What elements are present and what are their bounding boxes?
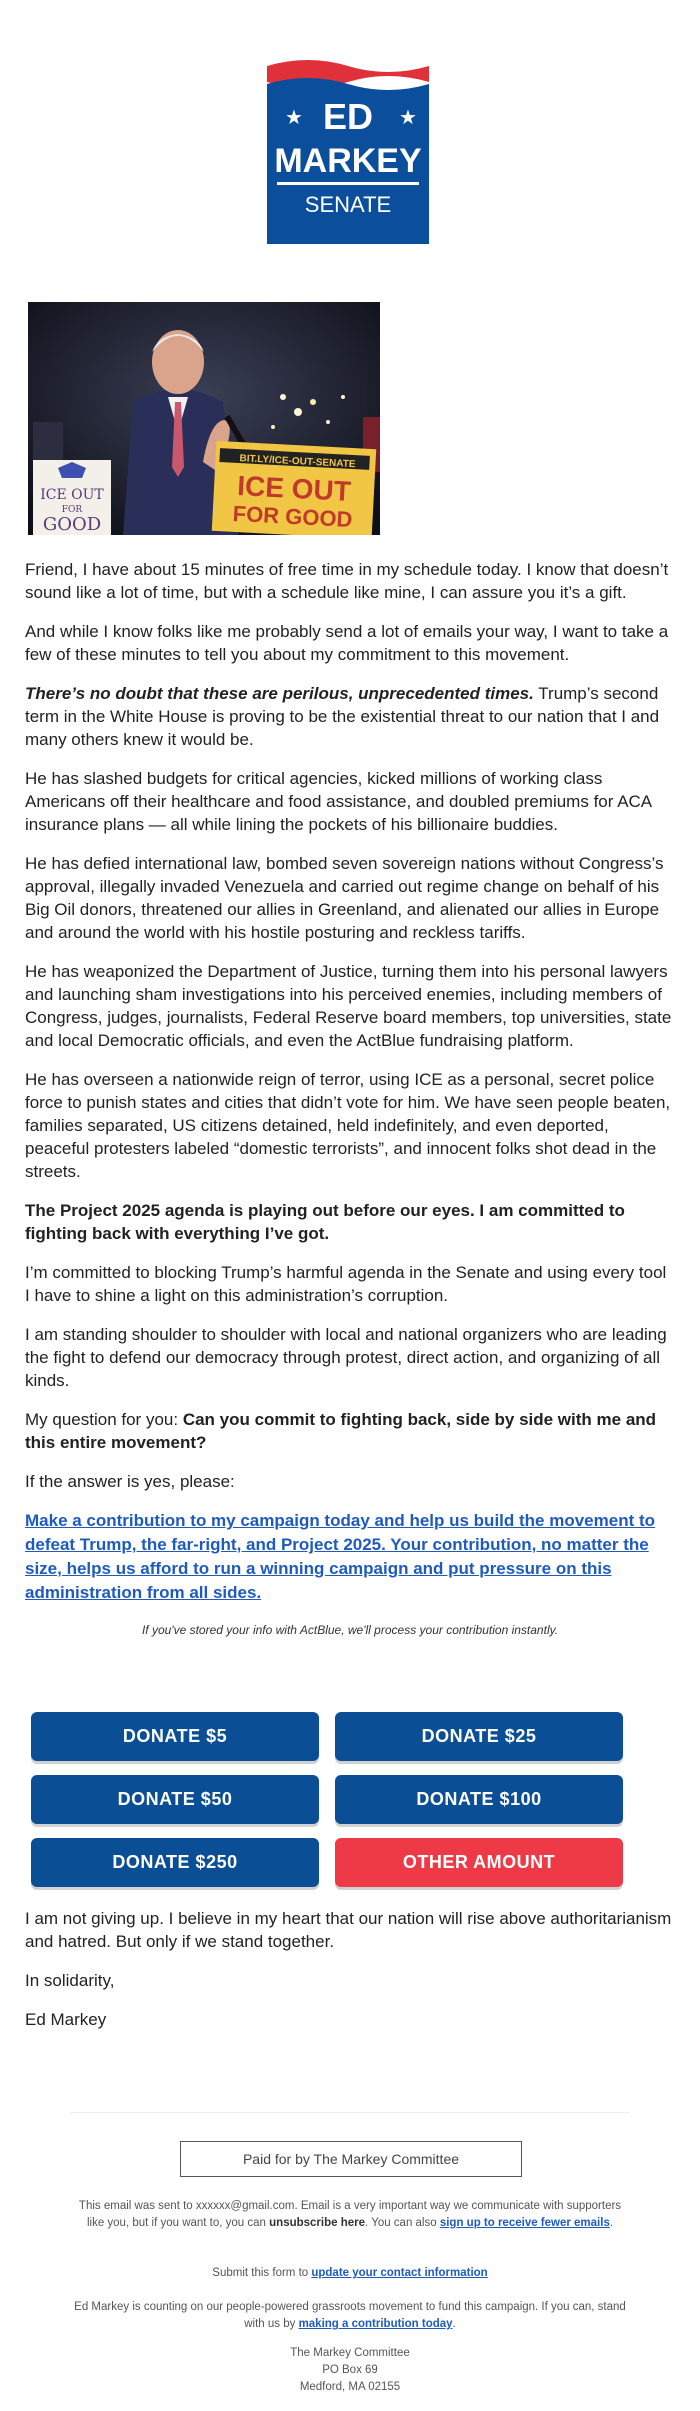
paragraph: If the answer is yes, please: [25, 1472, 235, 1491]
donate-buttons [0, 1712, 700, 1892]
paragraph-bold: The Project 2025 agenda is playing out before our eyes. I am committed to fighting back with everything I’ve got. [25, 1201, 625, 1243]
left-sign-text3: GOOD [42, 514, 102, 535]
paid-for-box: Paid for by The Markey Committee [180, 2141, 522, 2177]
address-line: PO Box 69 [322, 2364, 378, 2376]
address-line: Medford, MA 02155 [299, 2381, 401, 2393]
unsubscribe-link[interactable]: unsubscribe here [269, 2217, 366, 2229]
update-contact-link[interactable]: update your contact information [311, 2267, 488, 2279]
footer-sent-to [70, 2198, 630, 2232]
donate-25-button[interactable]: DONATE $25 [335, 1712, 623, 1761]
paragraph: And while I know folks like me probably send a lot of emails your way, I want to take a few of these minutes to tell you about my commitment to this movement. [25, 622, 669, 664]
paragraph [25, 1408, 675, 1454]
footer-update [70, 2265, 630, 2282]
paragraph: He has overseen a nationwide reign of terror, using ICE as a personal, secret police force to punish states and cities that didn’t vote for him. We have seen people beaten, families separated, US citizens detained, held indefinitely, and even deported, peaceful protesters labeled “domestic terrorists”, and innocent folks shot dead in the streets. [25, 1070, 671, 1181]
emphasis-text: There’s no doubt that these are perilous, unprecedented times. [25, 684, 534, 703]
paragraph: I am standing shoulder to shoulder with local and national organizers who are leading the fight to defend our democracy through protest, direct action, and organizing of all kinds. [25, 1325, 667, 1390]
star-right-icon: ★ [399, 107, 417, 129]
footer-text: . [609, 2217, 614, 2229]
markey-senate-logo [263, 56, 433, 246]
signoff: In solidarity, [25, 1971, 115, 1990]
paragraph: He has slashed budgets for critical agencies, kicked millions of working class Americans off their healthcare and food assistance, and doubled premiums for ACA insurance plans — all while lining the pockets of his billionaire buddies. [25, 769, 652, 834]
left-sign-text2: FOR [61, 505, 83, 515]
footer-text: . Email is a very important way we communicate with supporters like you, but if you want to, you can [86, 2200, 622, 2229]
paragraph: He has defied international law, bombed seven sovereign nations without Congress’s approval, illegally invaded Venezuela and carried out regime change on behalf of his Big Oil donors, threatened our allies in Greenland, and alienated our allies in Europe and around the world with his hostile posturing and reckless tariffs. [25, 854, 664, 942]
logo-senate: SENATE [304, 192, 392, 217]
ed-markey-rally-photo [28, 302, 380, 535]
contribution-link[interactable]: making a contribution today [298, 2318, 453, 2330]
donate-5-button[interactable]: DONATE $5 [31, 1712, 319, 1761]
email-body [25, 558, 675, 1658]
hero-photo [28, 302, 380, 535]
star-left-icon: ★ [285, 107, 303, 129]
address-line: The Markey Committee [290, 2347, 410, 2359]
signature-name: Ed Markey [25, 2010, 107, 2029]
closing [25, 1907, 675, 2031]
donate-100-button[interactable]: DONATE $100 [335, 1775, 623, 1824]
left-sign-text1: ICE OUT [40, 487, 104, 503]
footer-counting [70, 2299, 630, 2333]
question-text: Can you commit to fighting back, side by side with me and this entire movement? [25, 1410, 657, 1452]
footer-address [70, 2345, 630, 2396]
podium-sign-text2: FOR GOOD [232, 500, 354, 533]
fewer-emails-link[interactable]: sign up to receive fewer emails [439, 2217, 610, 2229]
actblue-note: If you've stored your info with ActBlue, we'll process your contribution instantly. [141, 1623, 559, 1637]
recipient-email: xxxxxx@gmail.com [195, 2200, 295, 2212]
footer-text: . You can also [365, 2217, 440, 2229]
logo-markey: MARKEY [274, 142, 422, 180]
paragraph: I’m committed to blocking Trump’s harmful agenda in the Senate and using every tool I have to shine a light on this administration’s corruption. [25, 1263, 667, 1305]
paragraph-text: My question for you: [25, 1410, 183, 1429]
paragraph [25, 682, 675, 751]
paragraph-text: Trump’s second term in the White House is proving to be the existential threat to our nation that I and many others knew it would be. [25, 684, 660, 749]
header [0, 0, 700, 285]
footer-text: Ed Markey is counting on our people-powered grassroots movement to fund this campaign. If you can, stand with us by [74, 2301, 626, 2330]
footer-text: This email was sent to [78, 2200, 196, 2212]
podium-sign-text1: ICE OUT [236, 470, 352, 507]
donate-50-button[interactable]: DONATE $50 [31, 1775, 319, 1824]
contribute-link[interactable]: Make a contribution to my campaign today and help us build the movement to defeat Trump, the far-right, and Project 2025. Your contribution, no matter the size, helps us afford to run a winning campaign and put pressure on this administration from all sides. [25, 1511, 656, 1602]
other-amount-button[interactable]: OTHER AMOUNT [335, 1838, 623, 1887]
closing-paragraph: I am not giving up. I believe in my heart that our nation will rise above authoritarianism and hatred. But only if we stand together. [25, 1909, 672, 1951]
footer-text: Submit this form to [212, 2267, 312, 2279]
podium-sign-url: BIT.LY/ICE-OUT-SENATE [239, 453, 356, 471]
paragraph: He has weaponized the Department of Justice, turning them into his personal lawyers and launching sham investigations into his perceived enemies, including members of Congress, judges, journalists, Federal Reserve board members, top universities, state and local Democratic officials, and even the ActBlue fundraising platform. [25, 962, 672, 1050]
logo-ed: ED [322, 96, 374, 137]
footer-text: . [452, 2318, 456, 2330]
donate-250-button[interactable]: DONATE $250 [31, 1838, 319, 1887]
footer-divider [70, 2112, 630, 2113]
paragraph: Friend, I have about 15 minutes of free time in my schedule today. I know that doesn’t sound like a lot of time, but with a schedule like mine, I can assure you it’s a gift. [25, 560, 669, 602]
